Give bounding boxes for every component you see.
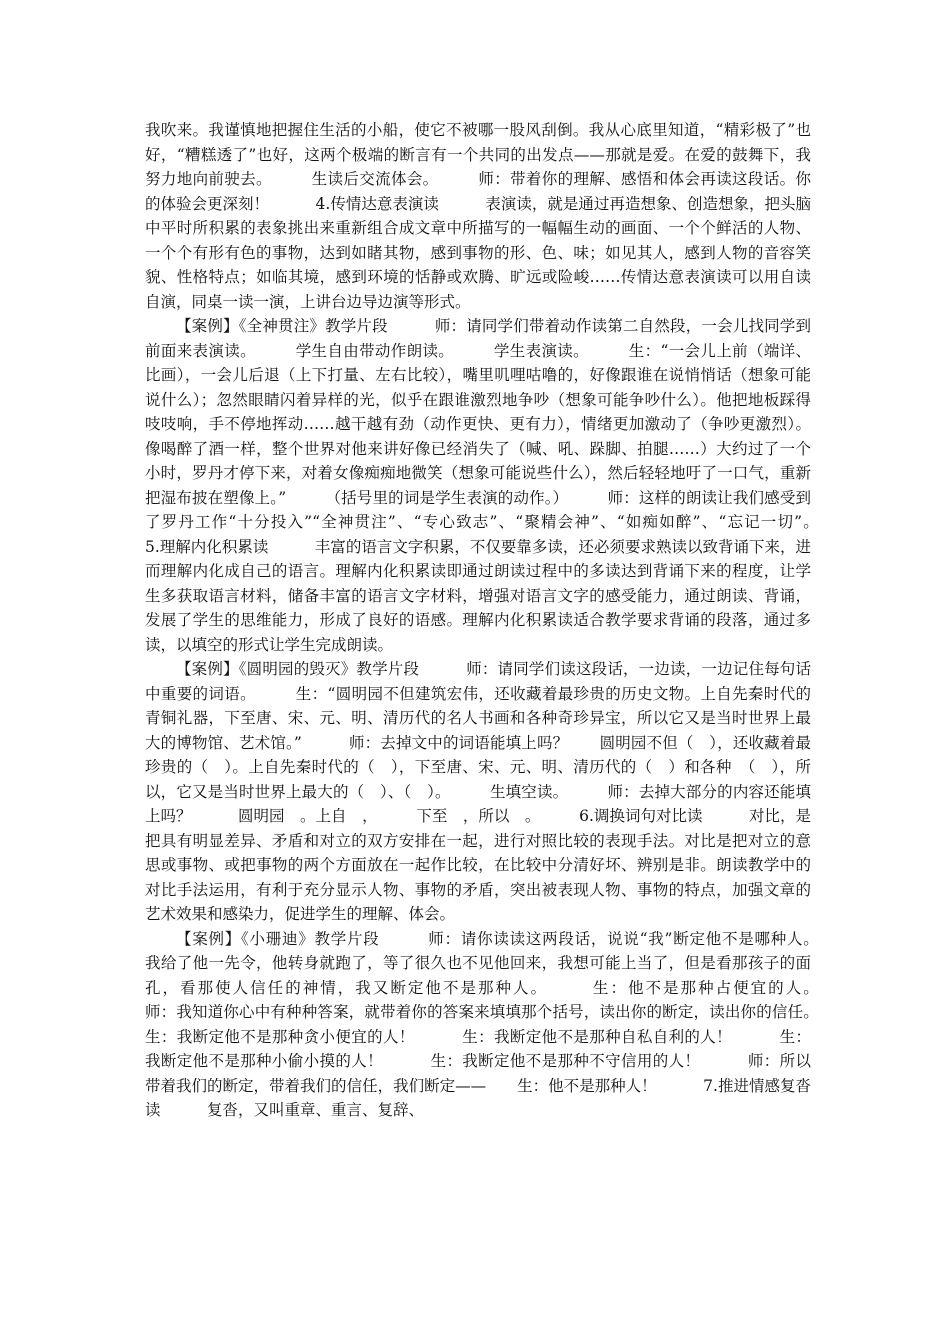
paragraph-case-yuanmingyuan: 【案例】《圆明园的毁灭》教学片段 师：请同学们读这段话，一边读，一边记住每句话中重要的词语。 生：“圆明园不但建筑宏伟，还收藏着最珍贵的历史文物。上自先秦时代的青铜礼器，下至唐、宋、元、明、清历代的名人书画和各种奇珍异宝，所以它又是当时世界上最大的博物馆、艺术馆。” 师：去掉文中的词语能填上吗？ 圆明园不但（ ），还收藏着最珍贵的（ ）。上自先秦时代的（ ），下至唐、宋、元、明、清历代的（ ）和各种 （ ），所以，它又是当时世界上最大的（ ）、（ ）。 生填空读。 师：去掉大部分的内容还能填上吗？ 圆明园 。上自 ， 下至 ，所以 。 6.调换词句对比读 对比，是把具有明显差异、矛盾和对立的双方安排在一起，进行对照比较的表现手法。对比是把对立的意思或事物、或把事物的两个方面放在一起作比较，在比较中分清好坏、辨别是非。朗读教学中的对比手法运用，有利于充分显示人物、事物的矛盾，突出被表现人物、事物的特点，加强文章的艺术效果和感染力，促进学生的理解、体会。 <box>145 660 811 923</box>
document-body <box>145 118 858 1123</box>
paragraph-expressive-reading: 我吹来。我谨慎地把握住生活的小船，使它不被哪一股风刮倒。我从心底里知道，“精彩极了”也好，“糟糕透了”也好，这两个极端的断言有一个共同的出发点——那就是爱。在爱的鼓舞下，我努力地向前驶去。 生读后交流体会。 师：带着你的理解、感悟和体会再读这段话。你的体验会更深刻！ 4.传情达意表演读 表演读，就是通过再造想象、创造想象，把头脑中平时所积累的表象挑出来重新组合成文章中所描写的一幅幅生动的画面、一个个鲜活的人物、一个个有形有色的事物，达到如睹其物，感到事物的形、色、味；如见其人，感到人物的音容笑貌、性格特点；如临其境，感到环境的恬静或欢腾、旷远或险峻……传情达意表演读可以用自读自演，同桌一读一演，上讲台边导边演等形式。 <box>145 121 811 311</box>
paragraph-case-xiaoshandi: 【案例】《小珊迪》教学片段 师：请你读读这两段话，说说“我”断定他不是哪种人。 我给了他一先令，他转身就跑了，等了很久也不见他回来，我想可能上当了，但是看那孩子的面孔，看那使人信任的神情，我又断定他不是那种人。 生：他不是那种占便宜的人。 师：我知道你心中有种种答案，就带着你的答案来填填那个括号，读出你的断定，读出你的信任。 生：我断定他不是那种贪小便宜的人！ 生：我断定他不是那种自私自利的人！ 生：我断定他不是那种小偷小摸的人！ 生：我断定他不是那种不守信用的人！ 师：所以带着我们的断定，带着我们的信任，我们断定—— 生：他不是那种人！ 7.推进情感复沓读 复沓，又叫重章、重言、复辞、 <box>145 929 858 1119</box>
paragraph-case-quanshenguanzhu: 【案例】《全神贯注》教学片段 师：请同学们带着动作读第二自然段，一会儿找同学到前面来表演读。 学生自由带动作朗读。 学生表演读。 生：“一会儿上前（端详、比画），一会儿后退（上下打量、左右比较），嘴里叽哩咕噜的，好像跟谁在说悄悄话（想象可能说什么）；忽然眼睛闪着异样的光，似乎在跟谁激烈地争吵（想象可能争吵什么）。他把地板踩得吱吱响，手不停地挥动……越干越有劲（动作更快、更有力），情绪更加激动了（争吵更激烈）。像喝醉了酒一样，整个世界对他来讲好像已经消失了（喊、吼、跺脚、拍腿……）大约过了一个小时，罗丹才停下来，对着女像痴痴地微笑（想象可能说些什么），然后轻轻地吁了一口气，重新把湿布披在塑像上。” （括号里的词是学生表演的动作。） 师：这样的朗读让我们感受到了罗丹工作“十分投入”“全神贯注”、“专心致志”、“聚精会神”、“如痴如醉”、“忘记一切”。 5.理解内化积累读 丰富的语言文字积累，不仅要靠多读，还必须要求熟读以致背诵下来，进而理解内化成自己的语言。理解内化积累读即通过朗读过程中的多读达到背诵下来的程度，让学生多获取语言材料，储备丰富的语言文字材料，增强对语言文字的感受能力，通过朗读、背诵，发展了学生的思维能力，形成了良好的语感。理解内化积累读适合教学要求背诵的段落，通过多读，以填空的形式让学生完成朗读。 <box>145 317 858 654</box>
